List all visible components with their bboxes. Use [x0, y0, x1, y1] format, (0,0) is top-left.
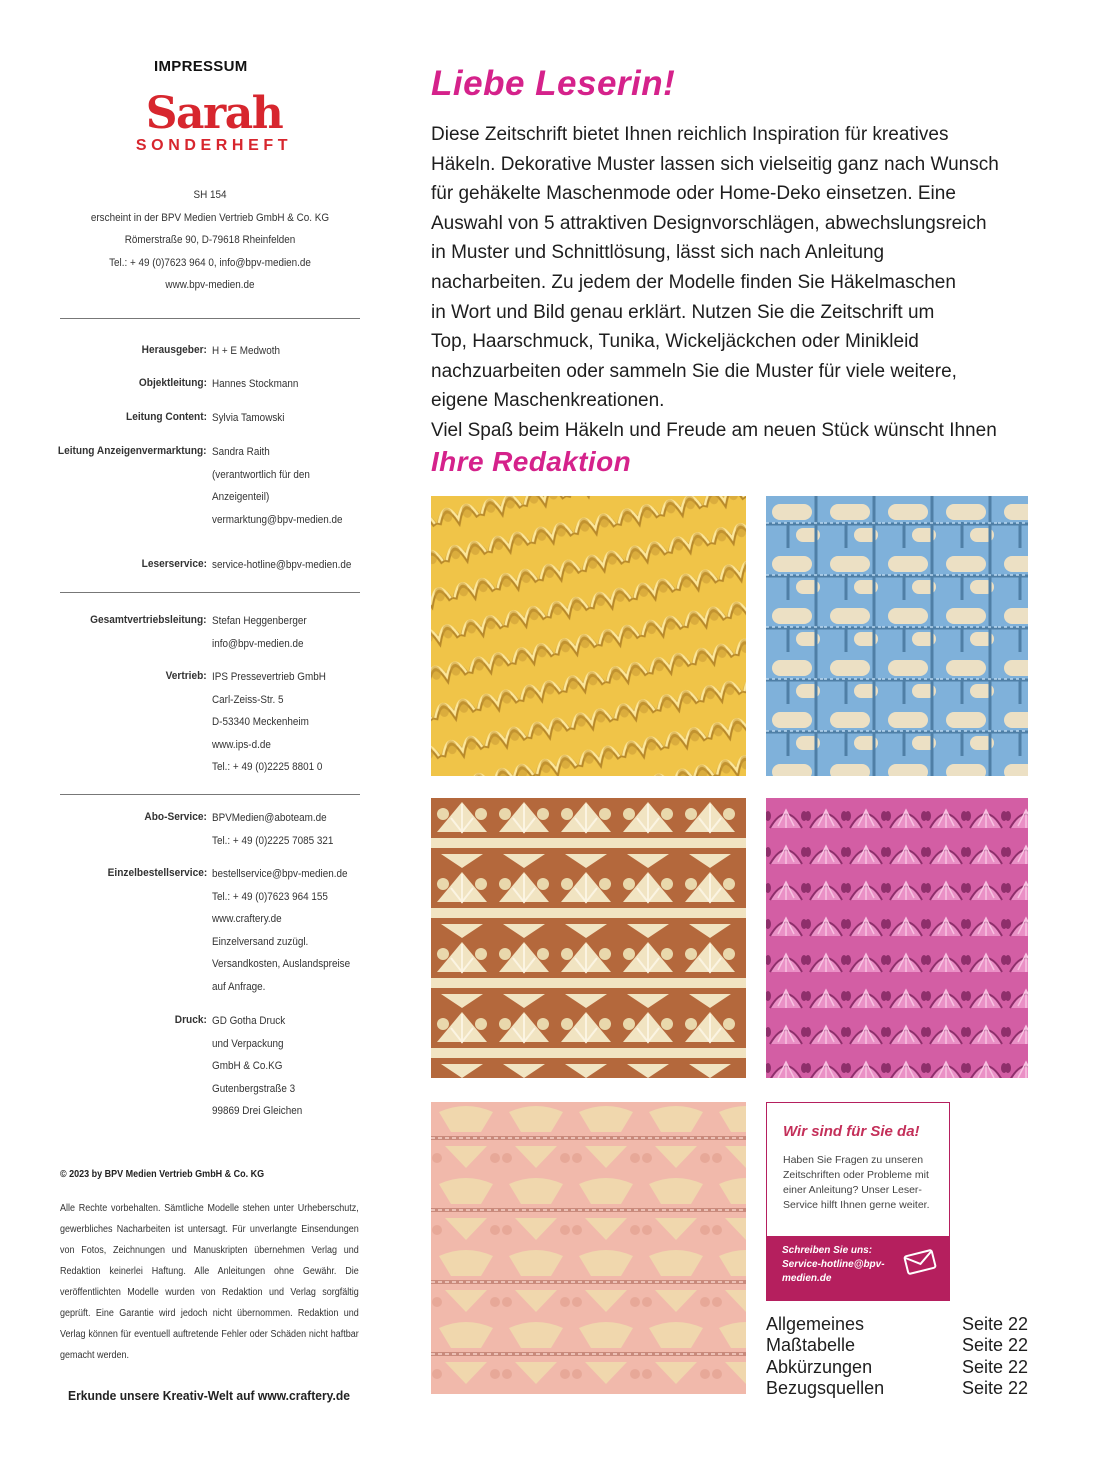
publisher-address: Römerstraße 90, D-79618 Rheinfelden — [124, 234, 296, 247]
reader-service-title: Wir sind für Sie da! — [783, 1123, 920, 1140]
divider — [60, 794, 360, 795]
imprint-email[interactable]: info@bpv-medien.de — [212, 637, 304, 650]
swatch-photo-blue — [766, 496, 1028, 776]
letter-headline: Liebe Leserin! — [431, 64, 676, 103]
letter-line: Top, Haarschmuck, Tunika, Wickeljäckchen oder Minikleid — [431, 331, 919, 353]
mail-icon — [903, 1248, 937, 1276]
imprint-label: Einzelbestellservice: — [107, 867, 207, 879]
swatch-photo-cream — [431, 798, 746, 1078]
logo-wordmark: Sarah — [145, 88, 283, 139]
sarah-logo — [130, 88, 298, 155]
imprint-value: Gutenbergstraße 3 — [212, 1082, 296, 1095]
imprint-value: 99869 Drei Gleichen — [212, 1105, 303, 1118]
imprint-email[interactable]: bestellservice@bpv-medien.de — [212, 868, 348, 880]
contents-item[interactable] — [766, 1357, 1028, 1378]
contents-item-label: Allgemeines — [766, 1314, 865, 1334]
reader-service-email[interactable]: Schreiben Sie uns: Service-hotline@bpv-medien.de — [782, 1245, 885, 1284]
imprint-label: Druck: — [174, 1014, 207, 1026]
contents-list — [766, 1314, 1028, 1400]
imprint-label: Leitung Content: — [126, 411, 207, 423]
rights-notice: Alle Rechte vorbehalten. Sämtliche Modelle stehen unter Urheberschutz, gewerbliches Nacharbeiten ist untersagt. Für unverlangte Einsendungen von Fotos, Zeichnungen und Manuskripten übernehmen Verlag und Redaktion keinerlei Haftung. Alle Anleitungen ohne Gewähr. Die veröffentlichten Modelle wurden von Redaktion und Verlag sorgfältig geprüft. Eine Garantie wird jedoch nicht übernommen. Redaktion und Verlag können für eventuell auftretende Fehler oder Schäden nicht haftbar gemacht werden. — [60, 1203, 359, 1361]
imprint-value: IPS Pressevertrieb GmbH — [212, 671, 326, 683]
publisher-contact: Tel.: + 49 (0)7623 964 0, info@bpv-medien.de — [109, 256, 311, 269]
contents-item-label: Abkürzungen — [766, 1356, 873, 1377]
contents-item-page: Seite 22 — [961, 1378, 1028, 1399]
letter-line: nacharbeiten. Zu jedem der Modelle finden Sie Häkelmaschen — [431, 271, 956, 293]
imprint-value: Tel.: + 49 (0)2225 7085 321 — [212, 834, 334, 847]
issue-number: SH 154 — [193, 189, 227, 201]
reader-service-box — [766, 1102, 950, 1301]
imprint-value: Carl-Zeiss-Str. 5 — [212, 693, 284, 706]
letter-line: eigene Maschenkreationen. — [431, 390, 665, 412]
imprint-label: Objektleitung: — [138, 377, 207, 389]
imprint-value: Stefan Heggenberger — [212, 615, 307, 627]
imprint-value: GmbH & Co.KG — [212, 1060, 283, 1073]
letter-body — [431, 120, 1041, 446]
contents-item[interactable] — [766, 1378, 1028, 1399]
letter-signoff: Ihre Redaktion — [431, 446, 632, 477]
imprint-value: Hannes Stockmann — [212, 378, 299, 390]
contents-item-label: Maßtabelle — [766, 1335, 856, 1356]
swatch-photo-pink — [766, 798, 1028, 1078]
divider — [60, 592, 360, 593]
letter-line: Viel Spaß beim Häkeln und Freude am neuen Stück wünscht Ihnen — [431, 419, 997, 441]
letter-line: Häkeln. Dekorative Muster lassen sich vielseitig ganz nach Wunsch — [431, 153, 999, 175]
contents-item[interactable] — [766, 1314, 1028, 1335]
letter-line: für gehäkelte Maschenmode oder Home-Deko einsetzen. Eine — [431, 183, 956, 205]
letter-line: Diese Zeitschrift bietet Ihnen reichlich Inspiration für kreatives — [431, 124, 949, 145]
divider — [60, 318, 360, 319]
imprint-value: Tel.: + 49 (0)2225 8801 0 — [212, 761, 323, 774]
imprint-value: (verantwortlich für den — [212, 468, 310, 481]
imprint-email[interactable]: service-hotline@bpv-medien.de — [212, 559, 352, 571]
publication-info — [75, 184, 345, 297]
letter-line: Auswahl von 5 attraktiven Designvorschlägen, abwechslungsreich — [431, 212, 987, 234]
imprint-label: Leserservice: — [141, 558, 207, 570]
publisher-line: erscheint in der BPV Medien Vertrieb GmbH & Co. KG — [90, 211, 330, 224]
imprint-value: Tel.: + 49 (0)7623 964 155 — [212, 890, 328, 903]
imprint-value: Versandkosten, Auslandspreise — [212, 958, 351, 971]
imprint-label: Herausgeber: — [141, 344, 207, 356]
swatch-photo-peach — [431, 1102, 746, 1394]
explore-link[interactable]: Erkunde unsere Kreativ-Welt auf www.craftery.de — [68, 1388, 350, 1403]
impressum-title: IMPRESSUM — [154, 58, 248, 75]
contents-item-label: Bezugsquellen — [766, 1378, 885, 1399]
imprint-value: auf Anfrage. — [212, 980, 266, 993]
swatch-photo-yellow — [431, 496, 746, 776]
imprint-value: und Verpackung — [212, 1037, 284, 1050]
contents-item-page: Seite 22 — [961, 1314, 1028, 1334]
copyright: © 2023 by BPV Medien Vertrieb GmbH & Co. KG — [60, 1169, 265, 1180]
imprint-value: D-53340 Meckenheim — [212, 716, 309, 729]
imprint-value: GD Gotha Druck — [212, 1015, 286, 1027]
publisher-website: www.bpv-medien.de — [165, 279, 255, 292]
imprint-label: Abo-Service: — [144, 811, 207, 823]
imprint-value: Einzelversand zuzügl. — [212, 935, 309, 948]
imprint-label: Vertrieb: — [165, 670, 207, 682]
reader-service-text: Haben Sie Fragen zu unseren Zeitschriften oder Probleme mit einer Anleitung? Unser Leser-Service hilft Ihnen gerne weiter. — [783, 1154, 930, 1211]
letter-line: in Muster und Schnittlösung, lässt sich nach Anleitung — [431, 242, 885, 264]
imprint-value: Sylvia Tamowski — [212, 412, 285, 424]
imprint-email[interactable]: vermarktung@bpv-medien.de — [212, 513, 343, 526]
letter-line: nachzuarbeiten oder sammeln Sie die Muster für viele weitere, — [431, 360, 957, 382]
contents-item-page: Seite 22 — [961, 1335, 1028, 1356]
reader-service-band — [767, 1236, 949, 1300]
imprint-link[interactable]: www.ips-d.de — [212, 738, 271, 751]
imprint-value: H + E Medwoth — [212, 345, 280, 357]
imprint-label: Gesamtvertriebsleitung: — [90, 614, 207, 626]
imprint-label: Leitung Anzeigenvermarktung: — [58, 445, 207, 457]
contents-item[interactable] — [766, 1335, 1028, 1356]
imprint-value: Sandra Raith — [212, 446, 270, 458]
imprint-email[interactable]: BPVMedien@aboteam.de — [212, 812, 327, 824]
imprint-link[interactable]: www.craftery.de — [212, 913, 282, 926]
imprint-value: Anzeigenteil) — [212, 491, 270, 504]
contents-item-page: Seite 22 — [961, 1356, 1028, 1377]
letter-line: in Wort und Bild genau erklärt. Nutzen Sie die Zeitschrift um — [431, 301, 935, 323]
logo-subtitle: SONDERHEFT — [135, 137, 293, 154]
